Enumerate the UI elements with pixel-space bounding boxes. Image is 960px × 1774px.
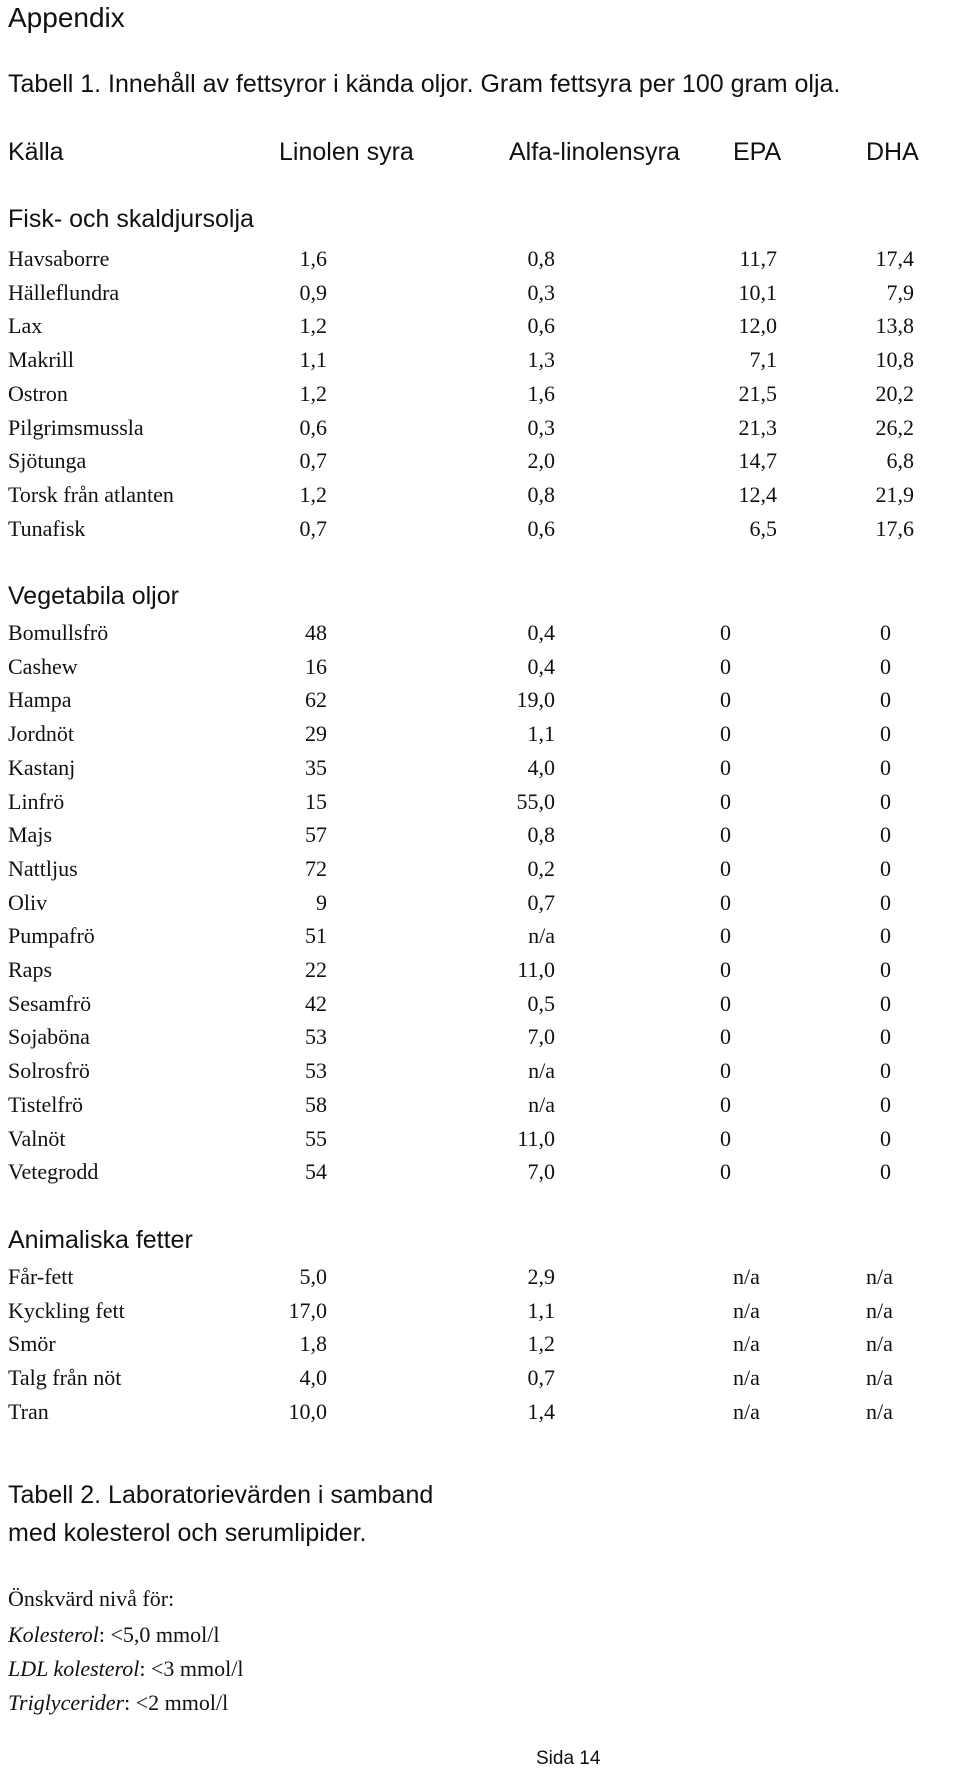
row-source: Havsaborre [8,246,110,271]
row-epa: 0 [720,822,731,848]
table2-item-ldl [8,1656,244,1682]
row-dha: 21,9 [875,481,914,507]
row-alfa-linolen: 2,9 [527,1264,555,1289]
table-row [0,957,960,991]
row-dha: 0 [880,788,891,814]
row-alfa-linolen: 0,4 [527,653,555,679]
table-row [0,415,960,449]
table-row [0,923,960,957]
row-epa: n/a [733,1331,760,1357]
row-linolen: 51 [305,923,327,949]
row-alfa-linolen: n/a [528,923,555,949]
row-linolen: 9 [316,889,327,915]
table-row [0,1126,960,1160]
row-epa: 0 [720,923,731,949]
row-epa: 6,5 [749,515,777,541]
row-source: Hampa [8,687,72,713]
row-epa: n/a [733,1398,760,1424]
row-epa: 21,3 [738,414,777,440]
row-alfa-linolen: 1,4 [527,1398,555,1424]
row-linolen: 10,0 [288,1398,327,1424]
row-dha: 0 [880,687,891,713]
row-dha: n/a [866,1331,893,1357]
table2-item-label: Triglycerider [8,1690,125,1715]
table-row [0,789,960,823]
row-alfa-linolen: 1,1 [527,1297,555,1323]
row-source: Lax [8,313,43,339]
table-row [0,654,960,688]
row-source: Får-fett [8,1264,74,1289]
row-source: Valnöt [8,1125,66,1151]
table-row [0,822,960,856]
row-dha: n/a [866,1297,893,1323]
row-epa: 0 [720,1159,731,1185]
row-linolen: 5,0 [299,1264,327,1289]
row-alfa-linolen: 0,5 [527,990,555,1016]
table-row [0,482,960,516]
row-epa: 0 [720,855,731,881]
table-row [0,1092,960,1126]
row-source: Jordnöt [8,721,74,747]
row-dha: 10,8 [875,347,914,373]
row-epa: 12,4 [738,481,777,507]
row-alfa-linolen: 11,0 [517,1125,555,1151]
column-header-alfa-linolen: Alfa-linolensyra [509,138,680,166]
row-alfa-linolen: 0,6 [527,515,555,541]
row-epa: 0 [720,1024,731,1050]
row-dha: 0 [880,855,891,881]
row-linolen: 4,0 [299,1365,327,1391]
row-alfa-linolen: 0,2 [527,855,555,881]
row-epa: 0 [720,788,731,814]
row-epa: 0 [720,1058,731,1084]
row-linolen: 1,6 [299,246,327,271]
row-linolen: 53 [305,1058,327,1084]
table-row [0,448,960,482]
row-epa: 11,7 [739,246,777,271]
row-linolen: 57 [305,822,327,848]
row-source: Majs [8,822,52,848]
row-dha: 0 [880,990,891,1016]
row-linolen: 1,8 [299,1331,327,1357]
row-dha: 13,8 [875,313,914,339]
row-dha: 0 [880,822,891,848]
row-epa: 0 [720,1091,731,1117]
row-dha: 0 [880,754,891,780]
row-dha: 0 [880,923,891,949]
row-linolen: 29 [305,721,327,747]
row-epa: n/a [733,1264,760,1289]
row-source: Pilgrimsmussla [8,414,144,440]
row-dha: 0 [880,957,891,982]
row-source: Cashew [8,653,78,679]
row-linolen: 35 [305,754,327,780]
row-source: Bomullsfrö [8,620,109,645]
row-epa: 0 [720,687,731,713]
table2-item-label: LDL kolesterol [8,1656,140,1681]
table2-item-value: : <2 mmol/l [124,1690,229,1715]
row-dha: 0 [880,1159,891,1185]
row-source: Vetegrodd [8,1159,99,1185]
table2-caption-line1: Tabell 2. Laboratorievärden i samband [8,1481,434,1509]
row-epa: 10,1 [738,279,777,305]
row-epa: 0 [720,957,731,982]
row-alfa-linolen: 0,7 [527,889,555,915]
row-linolen: 72 [305,855,327,881]
row-dha: 0 [880,1024,891,1050]
section-title: Fisk- och skaldjursolja [8,205,254,233]
row-source: Linfrö [8,788,65,814]
row-alfa-linolen: 0,6 [527,313,555,339]
column-header-dha: DHA [866,138,919,166]
row-linolen: 1,2 [299,380,327,406]
table-row [0,1399,960,1433]
table-row [0,890,960,924]
table-row [0,246,960,280]
row-source: Sjötunga [8,448,87,474]
row-alfa-linolen: 7,0 [527,1024,555,1050]
row-dha: 0 [880,1125,891,1151]
table-row [0,1331,960,1365]
row-linolen: 0,6 [299,414,327,440]
row-source: Nattljus [8,855,78,881]
row-linolen: 0,7 [299,448,327,474]
row-source: Talg från nöt [8,1365,122,1391]
row-epa: 21,5 [738,380,777,406]
page-heading: Appendix [8,2,125,33]
table-row [0,381,960,415]
table-row [0,1159,960,1193]
table-row [0,516,960,550]
table-row [0,991,960,1025]
row-epa: n/a [733,1365,760,1391]
row-linolen: 1,1 [299,347,327,373]
row-epa: 0 [720,1125,731,1151]
row-dha: 0 [880,889,891,915]
row-dha: 0 [880,1058,891,1084]
row-source: Torsk från atlanten [8,481,174,507]
row-epa: 0 [720,721,731,747]
row-epa: 12,0 [738,313,777,339]
table-row [0,1024,960,1058]
table2-item-value: : <3 mmol/l [139,1656,244,1681]
row-linolen: 0,9 [299,279,327,305]
row-alfa-linolen: 2,0 [527,448,555,474]
row-alfa-linolen: 11,0 [517,957,555,982]
table-row [0,1298,960,1332]
row-source: Tran [8,1398,49,1424]
row-linolen: 53 [305,1024,327,1050]
row-linolen: 15 [305,788,327,814]
table2-item-value: : <5,0 mmol/l [98,1622,220,1647]
row-alfa-linolen: n/a [528,1091,555,1117]
row-epa: 7,1 [749,347,777,373]
row-dha: 17,6 [875,515,914,541]
table-row [0,687,960,721]
section-title: Animaliska fetter [8,1226,193,1254]
row-alfa-linolen: 1,2 [527,1331,555,1357]
row-alfa-linolen: 55,0 [516,788,555,814]
table2-item-label: Kolesterol [8,1622,99,1647]
table-row [0,1264,960,1298]
row-linolen: 54 [305,1159,327,1185]
table-row [0,721,960,755]
row-dha: 0 [880,620,891,645]
row-dha: 26,2 [875,414,914,440]
row-alfa-linolen: 1,3 [527,347,555,373]
table1-caption: Tabell 1. Innehåll av fettsyror i kända oljor. Gram fettsyra per 100 gram olja. [8,70,841,98]
table-row [0,1365,960,1399]
column-header-epa: EPA [733,138,782,166]
row-alfa-linolen: 0,4 [527,620,555,645]
table-row [0,755,960,789]
table2-item-kolesterol [8,1622,219,1648]
table-row [0,856,960,890]
row-alfa-linolen: 0,3 [527,279,555,305]
section-title: Vegetabila oljor [8,582,179,610]
row-alfa-linolen: 0,8 [527,246,555,271]
table-row [0,1058,960,1092]
table-row [0,620,960,654]
row-epa: 0 [720,620,731,645]
row-source: Sesamfrö [8,990,92,1016]
row-linolen: 16 [305,653,327,679]
row-alfa-linolen: 0,8 [527,822,555,848]
row-epa: 0 [720,889,731,915]
row-linolen: 62 [305,687,327,713]
column-header-source: Källa [8,138,64,166]
row-source: Solrosfrö [8,1058,90,1084]
row-source: Ostron [8,380,68,406]
row-source: Pumpafrö [8,923,95,949]
row-alfa-linolen: 0,7 [527,1365,555,1391]
row-source: Kastanj [8,754,76,780]
row-source: Kyckling fett [8,1297,125,1323]
row-dha: 0 [880,721,891,747]
table2-caption-line2: med kolesterol och serumlipider. [8,1519,367,1547]
row-alfa-linolen: 7,0 [527,1159,555,1185]
row-linolen: 22 [305,957,327,982]
row-alfa-linolen: 0,8 [527,481,555,507]
row-linolen: 1,2 [299,481,327,507]
page-number: Sida 14 [536,1748,601,1769]
row-dha: 7,9 [886,279,914,305]
row-alfa-linolen: 0,3 [527,414,555,440]
row-epa: 0 [720,653,731,679]
row-dha: n/a [866,1365,893,1391]
row-source: Tistelfrö [8,1091,83,1117]
table-row [0,280,960,314]
row-linolen: 17,0 [288,1297,327,1323]
row-alfa-linolen: 1,1 [527,721,555,747]
row-alfa-linolen: 19,0 [516,687,555,713]
row-source: Sojaböna [8,1024,90,1050]
row-alfa-linolen: 1,6 [527,380,555,406]
row-linolen: 48 [305,620,327,645]
row-linolen: 0,7 [299,515,327,541]
row-alfa-linolen: 4,0 [527,754,555,780]
row-dha: n/a [866,1264,893,1289]
row-dha: n/a [866,1398,893,1424]
row-dha: 17,4 [875,246,914,271]
row-epa: 14,7 [738,448,777,474]
table-row [0,347,960,381]
row-source: Oliv [8,889,48,915]
row-epa: n/a [733,1297,760,1323]
row-dha: 20,2 [875,380,914,406]
row-linolen: 55 [305,1125,327,1151]
row-epa: 0 [720,990,731,1016]
row-alfa-linolen: n/a [528,1058,555,1084]
row-source: Smör [8,1331,56,1357]
column-header-linolen: Linolen syra [279,138,414,166]
row-source: Hälleflundra [8,279,120,305]
row-dha: 6,8 [886,448,914,474]
row-source: Tunafisk [8,515,86,541]
table2-item-triglycerider [8,1690,228,1716]
row-dha: 0 [880,1091,891,1117]
row-linolen: 1,2 [299,313,327,339]
row-epa: 0 [720,754,731,780]
row-source: Makrill [8,347,74,373]
table2-intro: Önskvärd nivå för: [8,1586,175,1611]
table-row [0,313,960,347]
row-linolen: 58 [305,1091,327,1117]
row-source: Raps [8,957,52,982]
row-linolen: 42 [305,990,327,1016]
row-dha: 0 [880,653,891,679]
